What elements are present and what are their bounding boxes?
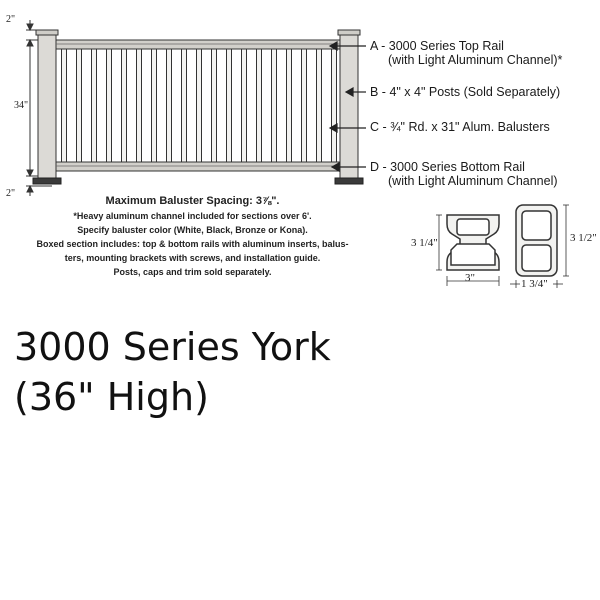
callout-a-line1: A - 3000 Series Top Rail bbox=[370, 39, 504, 53]
callout-b bbox=[370, 85, 560, 99]
callout-c bbox=[370, 120, 550, 134]
callout-d bbox=[370, 160, 558, 188]
callout-c-line1: C - ¾" Rd. x 31" Alum. Balusters bbox=[370, 120, 550, 134]
left-post-cap bbox=[36, 30, 58, 35]
profile-top-width-label: 3" bbox=[465, 272, 475, 284]
baluster bbox=[137, 49, 142, 162]
top-rail bbox=[56, 40, 340, 49]
right-post-cap bbox=[338, 30, 360, 35]
callout-a bbox=[370, 39, 562, 67]
baluster bbox=[62, 49, 67, 162]
note-line: ters, mounting brackets with screws, and installation guide. bbox=[64, 253, 321, 263]
baluster bbox=[92, 49, 97, 162]
profile-bottom-height-label: 3 1/2" bbox=[570, 232, 597, 244]
note-line: *Heavy aluminum channel included for sections over 6'. bbox=[73, 211, 312, 221]
baluster bbox=[122, 49, 127, 162]
baluster bbox=[77, 49, 82, 162]
baluster bbox=[332, 49, 337, 162]
baluster bbox=[227, 49, 232, 162]
callout-d-line2: (with Light Aluminum Channel) bbox=[388, 174, 558, 188]
note-line: Posts, caps and trim sold separately. bbox=[113, 267, 272, 277]
product-title-line1: 3000 Series York bbox=[14, 325, 331, 369]
profile-top-height-label: 3 1/4" bbox=[411, 237, 438, 249]
product-notes bbox=[0, 194, 385, 279]
baluster bbox=[317, 49, 322, 162]
note-line: Specify baluster color (White, Black, Bronze or Kona). bbox=[77, 225, 308, 235]
profile-bottom-width-label: 1 3/4" bbox=[521, 278, 548, 290]
right-post bbox=[340, 32, 358, 181]
left-post-base bbox=[33, 178, 61, 184]
baluster bbox=[182, 49, 187, 162]
bottom-rail bbox=[56, 162, 340, 171]
callout-a-line2: (with Light Aluminum Channel)* bbox=[388, 53, 563, 67]
baluster bbox=[197, 49, 202, 162]
balusters bbox=[62, 49, 337, 162]
baluster bbox=[167, 49, 172, 162]
bottom-gap-label: 2" bbox=[6, 188, 16, 199]
callout-d-line1: D - 3000 Series Bottom Rail bbox=[370, 160, 525, 174]
baluster bbox=[302, 49, 307, 162]
baluster bbox=[287, 49, 292, 162]
bottom-rail-profile bbox=[516, 205, 557, 276]
callout-b-line1: B - 4" x 4" Posts (Sold Separately) bbox=[370, 85, 561, 99]
product-title-line2: (36" High) bbox=[14, 375, 209, 419]
baluster bbox=[272, 49, 277, 162]
top-rail-profile bbox=[447, 215, 499, 270]
left-post bbox=[38, 32, 56, 181]
right-post-base bbox=[335, 178, 363, 184]
height-label: 34" bbox=[14, 100, 29, 111]
top-gap-label: 2" bbox=[6, 14, 16, 25]
baluster bbox=[212, 49, 217, 162]
note-line: Boxed section includes: top & bottom rails with aluminum inserts, balus- bbox=[36, 239, 349, 249]
product-title bbox=[14, 322, 331, 422]
baluster bbox=[152, 49, 157, 162]
baluster bbox=[257, 49, 262, 162]
baluster bbox=[107, 49, 112, 162]
baluster bbox=[242, 49, 247, 162]
baluster-spacing-heading: Maximum Baluster Spacing: 3⅞". bbox=[105, 195, 280, 207]
